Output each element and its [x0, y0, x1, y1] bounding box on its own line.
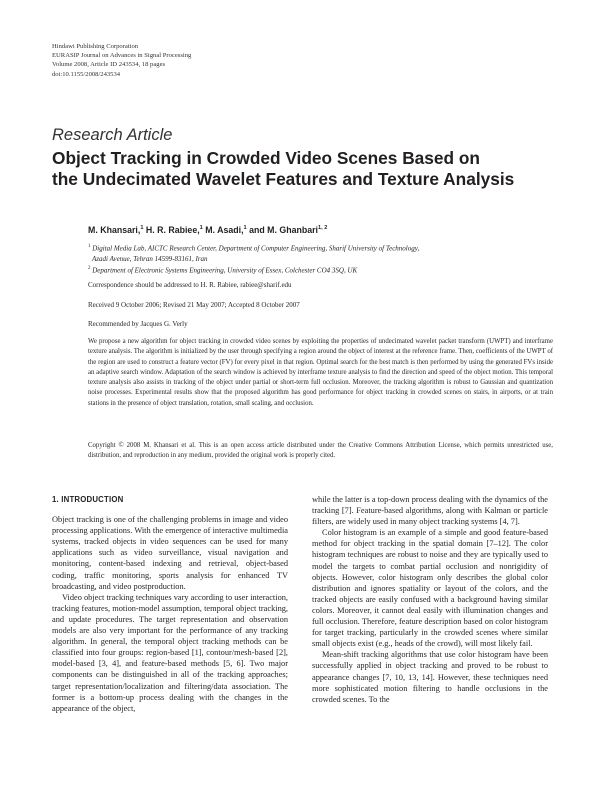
title-line-2: the Undecimated Wavelet Features and Texture Analysis [52, 169, 515, 189]
paragraph: Color histogram is an example of a simple and good feature-based method for object tracking in the spatial domain [7–12]. The color histogram techniques are robust to noise and they are typically used to model the targets to combat partial occlusion and nonrigidity of objects. However, color histogram only describes the global color distribution and ignores spatiality or layout of the colors, and the tracked objects are easily confused with a background having similar colors. Moreover, it cannot deal easily with illumination changes and full occlusion. Therefore, feature description based on color histogram for target tracking, particularly in the crowded scenes where similar small objects exist (e.g., heads of the crowd), will most likely fail. [312, 528, 548, 649]
affiliation-1 [88, 242, 548, 254]
paragraph: Mean-shift tracking algorithms that use color histogram have been successfully applied in object tracking and proved to be robust to appearance changes [7, 10, 13, 14]. However, these techniques need more sophisticated motion filtering to handle occlusions in the crowded scenes. To the [312, 650, 548, 704]
affiliations [88, 242, 548, 276]
affiliation-mark: 1 [88, 244, 91, 249]
volume-line: Volume 2008, Article ID 243534, 18 pages [52, 61, 166, 69]
title-line-1: Object Tracking in Crowded Video Scenes Based on [52, 148, 480, 168]
history-dates: Received 9 October 2006; Revised 21 May 2007; Accepted 8 October 2007 [88, 301, 300, 309]
publisher-line: Hindawi Publishing Corporation [52, 43, 139, 50]
section-heading: 1. INTRODUCTION [52, 495, 124, 504]
author-affil-mark: 1 [140, 225, 144, 232]
recommended-by: Recommended by Jacques G. Verly [88, 320, 188, 328]
author-affil-mark: 1 [199, 225, 203, 232]
affiliation-mark: 2 [88, 266, 91, 272]
affiliation-1-line-2: Azadi Avenue, Tehran 14599-83161, Iran [92, 254, 208, 263]
doi-line: doi:10.1155/2008/243534 [52, 70, 121, 78]
article-kind: Research Article [52, 126, 173, 144]
affiliation-2-line-1: Department of Electronic Systems Engineering, University of Essex, Colchester CO4 3SQ, UK [92, 266, 358, 275]
author-name: H. R. Rabiee, [143, 225, 200, 235]
journal-line: EURASIP Journal on Advances in Signal Processing [52, 52, 192, 60]
paper-title [52, 148, 552, 190]
paragraph: Video object tracking techniques vary according to user interaction, tracking features, motion-model assumption, temporal object tracking, and update procedures. The target representation and observation models are also very important for the performance of any tracking algorithm. In general, the temporal object tracking methods can be classified into four groups: region-based [1], contour/mesh-based [2], model-based [3, 4], and feature-based methods [5, 6]. Two major components can be distinguished in all of the tracking approaches; target representation/localization and filtering/data association. The former is a bottom-up process dealing with the changes in the appearance of the object, [52, 592, 288, 713]
author-name: M. Khansari, [88, 225, 141, 235]
author-name: and M. Ghanbari [246, 225, 318, 235]
affiliation-1-line-1: Digital Media Lab, AICTC Research Center, Department of Computer Engineering, Sharif University of Technology, [92, 244, 420, 253]
paragraph: while the latter is a top-down process dealing with the dynamics of the tracking [7]. Feature-based algorithms, along with Kalman or particle filters, are widely used in many object tracking systems [4, 7]. [312, 495, 548, 527]
abstract: We propose a new algorithm for object tracking in crowded video scenes by exploiting the properties of undecimated wavelet packet transform (UWPT) and interframe texture analysis. The algorithm is initialized by the user through specifying a region around the object of interest at the reference frame. Then, coefficients of the UWPT of the region are used to construct a feature vector (FV) for every pixel in that region. Optimal search for the best match is then performed by using the generated FVs inside an adaptive search window. Adaptation of the search window is achieved by interframe texture analysis to find the direction and speed of the object motion. This temporal texture analysis also assists in tracking of the object under partial or short-term full occlusion. Moreover, the tracking algorithm is robust to Gaussian and quantization noise processes. Experimental results show that the proposed algorithm has good performance for object tracking in crowded scenes on stairs, in airports, or at train stations in the presence of object translation, rotation, small scaling, and occlusion. [88, 338, 553, 407]
journal-header [52, 42, 191, 79]
paragraph: Object tracking is one of the challenging problems in image and video processing applications. With the emergence of interactive multimedia systems, tracked objects in video sequences can be used for many applications such as video surveillance, visual navigation and monitoring, content-based indexing and retrieval, object-based coding, traffic monitoring, sports analysis for enhanced TV broadcasting, and video postproduction. [52, 515, 288, 591]
author-list [88, 225, 327, 235]
correspondence: Correspondence should be addressed to H. R. Rabiee, rabiee@sharif.edu [88, 281, 292, 289]
right-column [312, 494, 548, 705]
author-affil-mark: 1 [243, 225, 247, 232]
copyright-notice: Copyright © 2008 M. Khansari et al. This is an open access article distributed under the Creative Commons Attribution License, which permits unrestricted use, distribution, and reproduction in any medium, provided the original work is properly cited. [88, 442, 553, 460]
author-affil-mark: 1, 2 [318, 225, 328, 232]
author-name: M. Asadi, [202, 225, 244, 235]
left-column [52, 494, 288, 714]
affiliation-2 [88, 264, 548, 276]
